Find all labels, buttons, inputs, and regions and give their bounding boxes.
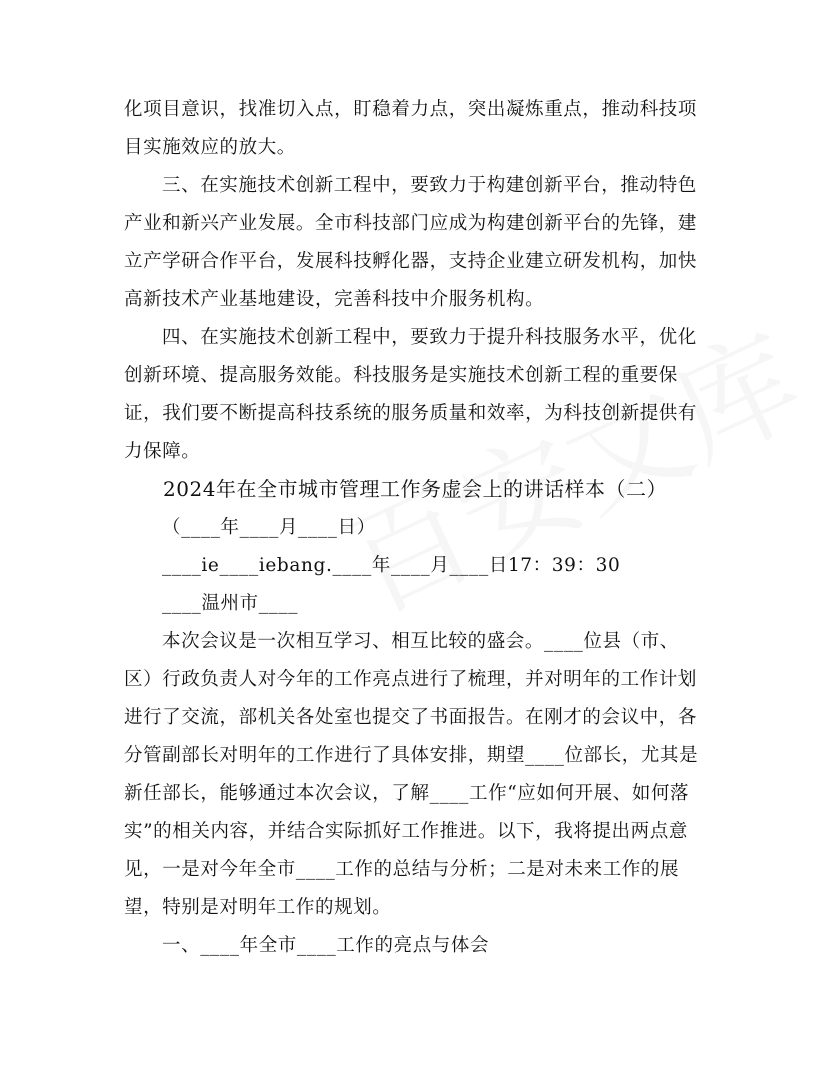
body-line: 新任部长，能够通过本次会议，了解____工作“应如何开展、如何落 bbox=[124, 783, 690, 804]
paragraph-line: 力保障。 bbox=[124, 441, 201, 462]
source-line: ____ie____iebang.____年____月____日17：39：30 bbox=[162, 555, 621, 576]
paragraph-line: 创新环境、提高服务效能。科技服务是实施技术创新工程的重要保 bbox=[124, 365, 678, 386]
date-line: （____年____月____日） bbox=[162, 517, 376, 538]
body-line: 望，特别是对明年工作的规划。 bbox=[124, 897, 392, 918]
body-line: 进行了交流，部机关各处室也提交了书面报告。在刚才的会议中，各 bbox=[124, 707, 698, 728]
body-line: 见，一是对今年全市____工作的总结与分析；二是对未来工作的展 bbox=[124, 859, 680, 880]
body-line: 区）行政负责人对今年的工作亮点进行了梳理，并对明年的工作计划 bbox=[124, 669, 698, 690]
paragraph-line: 四、在实施技术创新工程中，要致力于提升科技服务水平，优化 bbox=[162, 327, 697, 348]
body-line: 分管副部长对明年的工作进行了具体安排，期望____位部长，尤其是 bbox=[124, 745, 699, 766]
document-title: 2024年在全市城市管理工作务虚会上的讲话样本（二） bbox=[163, 477, 667, 501]
section-heading: 一、____年全市____工作的亮点与体会 bbox=[162, 935, 490, 956]
body-line: 本次会议是一次相互学习、相互比较的盛会。____位县（市、 bbox=[162, 631, 679, 652]
location-line: ____温州市____ bbox=[162, 593, 299, 614]
paragraph-line: 化项目意识，找准切入点，盯稳着力点，突出凝炼重点，推动科技项 bbox=[124, 99, 698, 120]
paragraph-line: 三、在实施技术创新工程中，要致力于构建创新平台，推动特色 bbox=[162, 175, 697, 196]
paragraph-line: 证，我们要不断提高科技系统的服务质量和效率，为科技创新提供有 bbox=[124, 403, 698, 424]
paragraph-line: 立产学研合作平台，发展科技孵化器，支持企业建立研发机构，加快 bbox=[124, 251, 698, 272]
body-line: 实”的相关内容，并结合实际抓好工作推进。以下，我将提出两点意 bbox=[124, 821, 688, 842]
paragraph-line: 高新技术产业基地建设，完善科技中介服务机构。 bbox=[124, 289, 545, 310]
paragraph-line: 产业和新兴产业发展。全市科技部门应成为构建创新平台的先锋，建 bbox=[124, 213, 698, 234]
paragraph-line: 目实施效应的放大。 bbox=[124, 137, 296, 158]
